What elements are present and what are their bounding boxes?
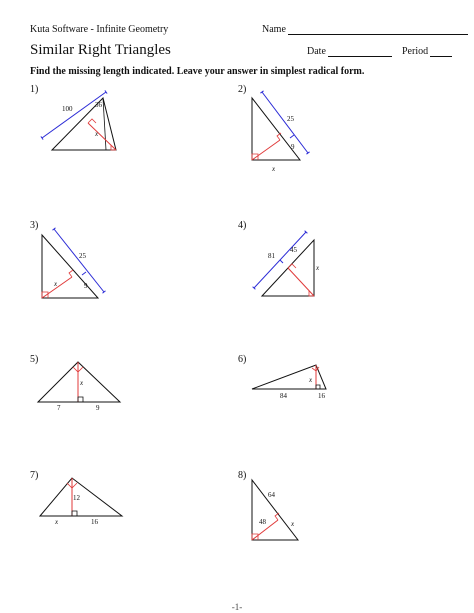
problem-7-triangle [40, 478, 122, 516]
problem-3-number: 3) [30, 220, 39, 231]
problem-5-label-x: x [80, 379, 84, 387]
problem-8-figure [252, 480, 298, 540]
problem-7-label-x: x [55, 518, 59, 526]
problem-5-figure [38, 362, 120, 412]
problem-8-label-top: 64 [268, 491, 275, 499]
problem-2-figure [252, 92, 308, 173]
problem-2-label-hypotenuse: 25 [287, 115, 294, 123]
problem-1-altitude [88, 123, 116, 150]
problem-4-label-segment: 45 [290, 246, 297, 254]
page-number: -1- [231, 602, 243, 612]
software-name: Kuta Software - Infinite Geometry [30, 24, 169, 35]
problem-6-label-left: 84 [280, 392, 287, 400]
problem-8-number: 8) [238, 470, 247, 481]
problem-1-label-hypotenuse: 100 [62, 105, 73, 113]
problem-1-label-segment: 36 [95, 101, 102, 109]
problem-3-measure-line [54, 229, 104, 292]
period-label: Period [402, 46, 429, 57]
problem-6-label-right: 16 [318, 392, 325, 400]
problem-6-triangle [252, 365, 326, 389]
problem-6-label-x: x [309, 376, 313, 384]
problem-7-label-right: 16 [91, 518, 98, 526]
problem-4-label-hypotenuse: 81 [268, 252, 275, 260]
problem-4-figure [254, 232, 320, 296]
problem-1-right-angle-mark [88, 119, 96, 123]
problem-7-label-altitude: 12 [73, 494, 80, 502]
problem-4-altitude [288, 268, 314, 296]
problem-2-number: 2) [238, 84, 247, 95]
problem-6-number: 6) [238, 354, 247, 365]
worksheet-title: Similar Right Triangles [30, 42, 171, 58]
name-label: Name [262, 24, 286, 35]
problem-4-label-x: x [316, 264, 320, 272]
problem-2-label-segment: 9 [291, 143, 295, 151]
problem-5-label-left: 7 [57, 404, 61, 412]
problem-1-figure [42, 92, 116, 150]
problem-2-altitude [252, 140, 280, 160]
date-label: Date [307, 46, 326, 57]
problem-3-triangle [42, 235, 98, 298]
problem-2-label-x: x [272, 165, 276, 173]
problem-3-label-x: x [54, 280, 58, 288]
problem-7-number: 7) [30, 470, 39, 481]
problem-3-label-hypotenuse: 25 [79, 252, 86, 260]
problem-5-number: 5) [30, 354, 39, 365]
problem-3-figure [42, 229, 104, 298]
problem-1-label-x: x [95, 130, 99, 138]
problem-4-number: 4) [238, 220, 247, 231]
problem-2-measure-line [262, 92, 308, 153]
problem-8-label-altitude: 48 [259, 518, 266, 526]
problem-1-number: 1) [30, 84, 39, 95]
instructions: Find the missing length indicated. Leave your answer in simplest radical form. [30, 66, 365, 77]
problem-3-label-segment: 9 [84, 282, 88, 290]
problem-6-figure [252, 365, 326, 400]
problem-5-triangle [38, 362, 120, 402]
problem-8-triangle [252, 480, 298, 540]
problem-7-figure [40, 478, 122, 526]
problem-8-label-x: x [291, 520, 295, 528]
problem-5-label-right: 9 [96, 404, 100, 412]
